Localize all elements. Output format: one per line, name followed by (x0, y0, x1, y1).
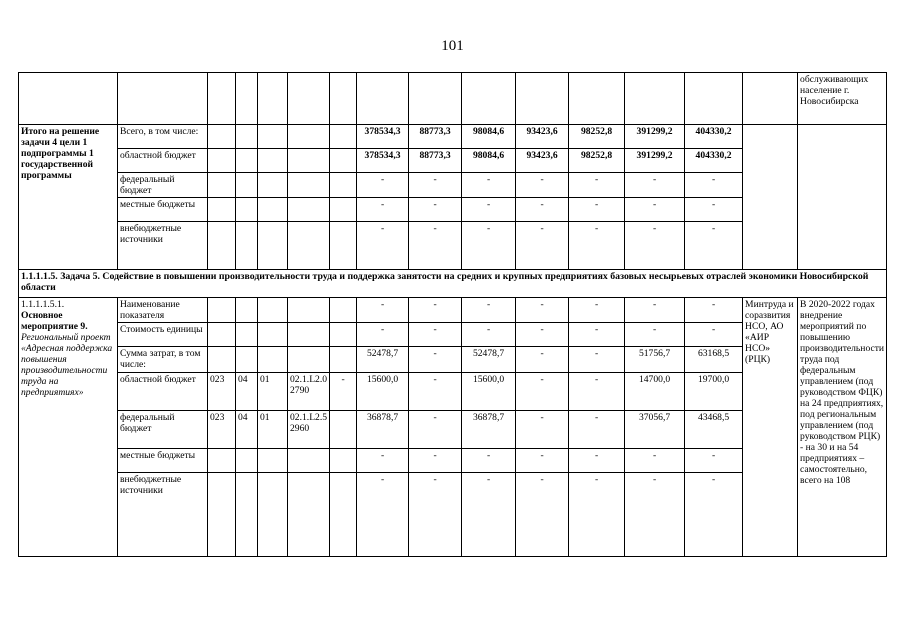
value-cell: 36878,7 (357, 411, 409, 449)
executor-note: обслуживающих население г. Новосибирска (798, 73, 887, 125)
value-cell: - (357, 323, 409, 347)
value-cell: - (569, 449, 625, 473)
csr-code: 02.1.L2.5 2960 (288, 411, 330, 449)
source-label: Всего, в том числе: (118, 125, 208, 149)
value-cell: - (625, 173, 685, 198)
value-cell: - (685, 473, 743, 557)
measure-executor: Минтруда и соразвития НСО, АО «АИР НСО» (РЦК) (743, 298, 798, 557)
value-cell: 98252,8 (569, 149, 625, 173)
value-cell: - (409, 198, 462, 222)
grbs-code: 023 (208, 411, 236, 449)
value-cell: 14700,0 (625, 373, 685, 411)
value-cell: 63168,5 (685, 347, 743, 373)
measure-name: Основное мероприятие 9. (21, 310, 88, 332)
value-cell: 404330,2 (685, 125, 743, 149)
value-cell: - (357, 298, 409, 323)
value-cell: - (409, 298, 462, 323)
value-cell: - (569, 323, 625, 347)
itogo-label: Итого на решение задачи 4 цели 1 подпрограммы 1 государственной программы (19, 125, 118, 270)
page-number: 101 (441, 38, 464, 54)
source-label: местные бюджеты (118, 198, 208, 222)
value-cell: 52478,7 (462, 347, 516, 373)
value-cell: - (409, 323, 462, 347)
value-cell: 52478,7 (357, 347, 409, 373)
value-cell: - (462, 473, 516, 557)
value-cell: - (516, 373, 569, 411)
value-cell: 404330,2 (685, 149, 743, 173)
value-cell: - (462, 449, 516, 473)
value-cell: - (569, 222, 625, 270)
value-cell: - (462, 222, 516, 270)
value-cell: - (462, 173, 516, 198)
row-label: федеральный бюджет (118, 411, 208, 449)
value-cell: 378534,3 (357, 149, 409, 173)
program-table (18, 72, 887, 557)
table-row (19, 125, 887, 149)
value-cell: - (569, 298, 625, 323)
table-row (19, 298, 887, 323)
value-cell: - (409, 222, 462, 270)
value-cell: 391299,2 (625, 149, 685, 173)
value-cell: - (516, 298, 569, 323)
vr-code (330, 411, 357, 449)
value-cell: - (625, 449, 685, 473)
section-title: 1.1.1.1.5. Задача 5. Содействие в повышении производительности труда и поддержка занятости на средних и крупных предприятиях базовых несырьевых отраслей экономики Новосибирской области (19, 270, 887, 298)
value-cell: - (685, 198, 743, 222)
value-cell: 391299,2 (625, 125, 685, 149)
value-cell: - (685, 449, 743, 473)
row-label: Стоимость единицы (118, 323, 208, 347)
value-cell: - (516, 347, 569, 373)
value-cell: - (409, 473, 462, 557)
pr-code: 01 (258, 373, 288, 411)
section-header-row (19, 270, 887, 298)
measure-description (19, 298, 118, 557)
value-cell: - (625, 298, 685, 323)
value-cell: - (409, 449, 462, 473)
value-cell: - (516, 449, 569, 473)
row-label: внебюджетные источники (118, 473, 208, 557)
value-cell: 51756,7 (625, 347, 685, 373)
value-cell: 98084,6 (462, 149, 516, 173)
value-cell: - (685, 323, 743, 347)
pr-code: 01 (258, 411, 288, 449)
value-cell: - (685, 298, 743, 323)
vr-code: - (330, 373, 357, 411)
value-cell: - (409, 373, 462, 411)
measure-result: В 2020-2022 годах внедрение мероприятий по повышению производительности труда под федеральным управлением (под руководством ФЦК) на 24 предприятиях, под региональным управлением (под руководством РЦК) - на 30 и на 54 предприятиях –самостоятельно, всего на 108 (798, 298, 887, 557)
value-cell: - (516, 411, 569, 449)
value-cell: - (569, 347, 625, 373)
value-cell: - (685, 173, 743, 198)
value-cell: 43468,5 (685, 411, 743, 449)
source-label: областной бюджет (118, 149, 208, 173)
source-label: внебюджетные источники (118, 222, 208, 270)
value-cell: - (625, 198, 685, 222)
value-cell: 88773,3 (409, 149, 462, 173)
measure-project: Региональный проект «Адресная поддержка повышения производительности труда на предприятиях» (21, 332, 113, 398)
value-cell: 88773,3 (409, 125, 462, 149)
value-cell: - (357, 222, 409, 270)
source-label: федеральный бюджет (118, 173, 208, 198)
value-cell: 37056,7 (625, 411, 685, 449)
value-cell: 378534,3 (357, 125, 409, 149)
measure-code: 1.1.1.1.5.1. (21, 299, 65, 310)
value-cell: - (569, 173, 625, 198)
value-cell: - (409, 411, 462, 449)
value-cell: 93423,6 (516, 125, 569, 149)
value-cell: - (462, 298, 516, 323)
grbs-code: 023 (208, 373, 236, 411)
value-cell: - (625, 473, 685, 557)
value-cell: 15600,0 (357, 373, 409, 411)
value-cell: 93423,6 (516, 149, 569, 173)
row-label: областной бюджет (118, 373, 208, 411)
row-label: Сумма затрат, в том числе: (118, 347, 208, 373)
value-cell: - (625, 323, 685, 347)
row-label: местные бюджеты (118, 449, 208, 473)
value-cell: - (516, 173, 569, 198)
value-cell: - (516, 473, 569, 557)
value-cell: - (357, 473, 409, 557)
table-row-continuation (19, 73, 887, 125)
value-cell: - (625, 222, 685, 270)
rz-code: 04 (236, 373, 258, 411)
value-cell: - (569, 373, 625, 411)
value-cell: 15600,0 (462, 373, 516, 411)
value-cell: 98084,6 (462, 125, 516, 149)
value-cell: - (569, 473, 625, 557)
rz-code: 04 (236, 411, 258, 449)
csr-code: 02.1.L2.0 2790 (288, 373, 330, 411)
value-cell: - (462, 323, 516, 347)
value-cell: - (516, 323, 569, 347)
value-cell: 98252,8 (569, 125, 625, 149)
row-label: Наименование показателя (118, 298, 208, 323)
value-cell: - (357, 198, 409, 222)
value-cell: - (569, 198, 625, 222)
value-cell: - (409, 347, 462, 373)
value-cell: - (685, 222, 743, 270)
value-cell: - (516, 222, 569, 270)
value-cell: - (409, 173, 462, 198)
value-cell: - (569, 411, 625, 449)
value-cell: - (357, 173, 409, 198)
value-cell: - (462, 198, 516, 222)
value-cell: - (357, 449, 409, 473)
value-cell: 36878,7 (462, 411, 516, 449)
value-cell: - (516, 198, 569, 222)
value-cell: 19700,0 (685, 373, 743, 411)
